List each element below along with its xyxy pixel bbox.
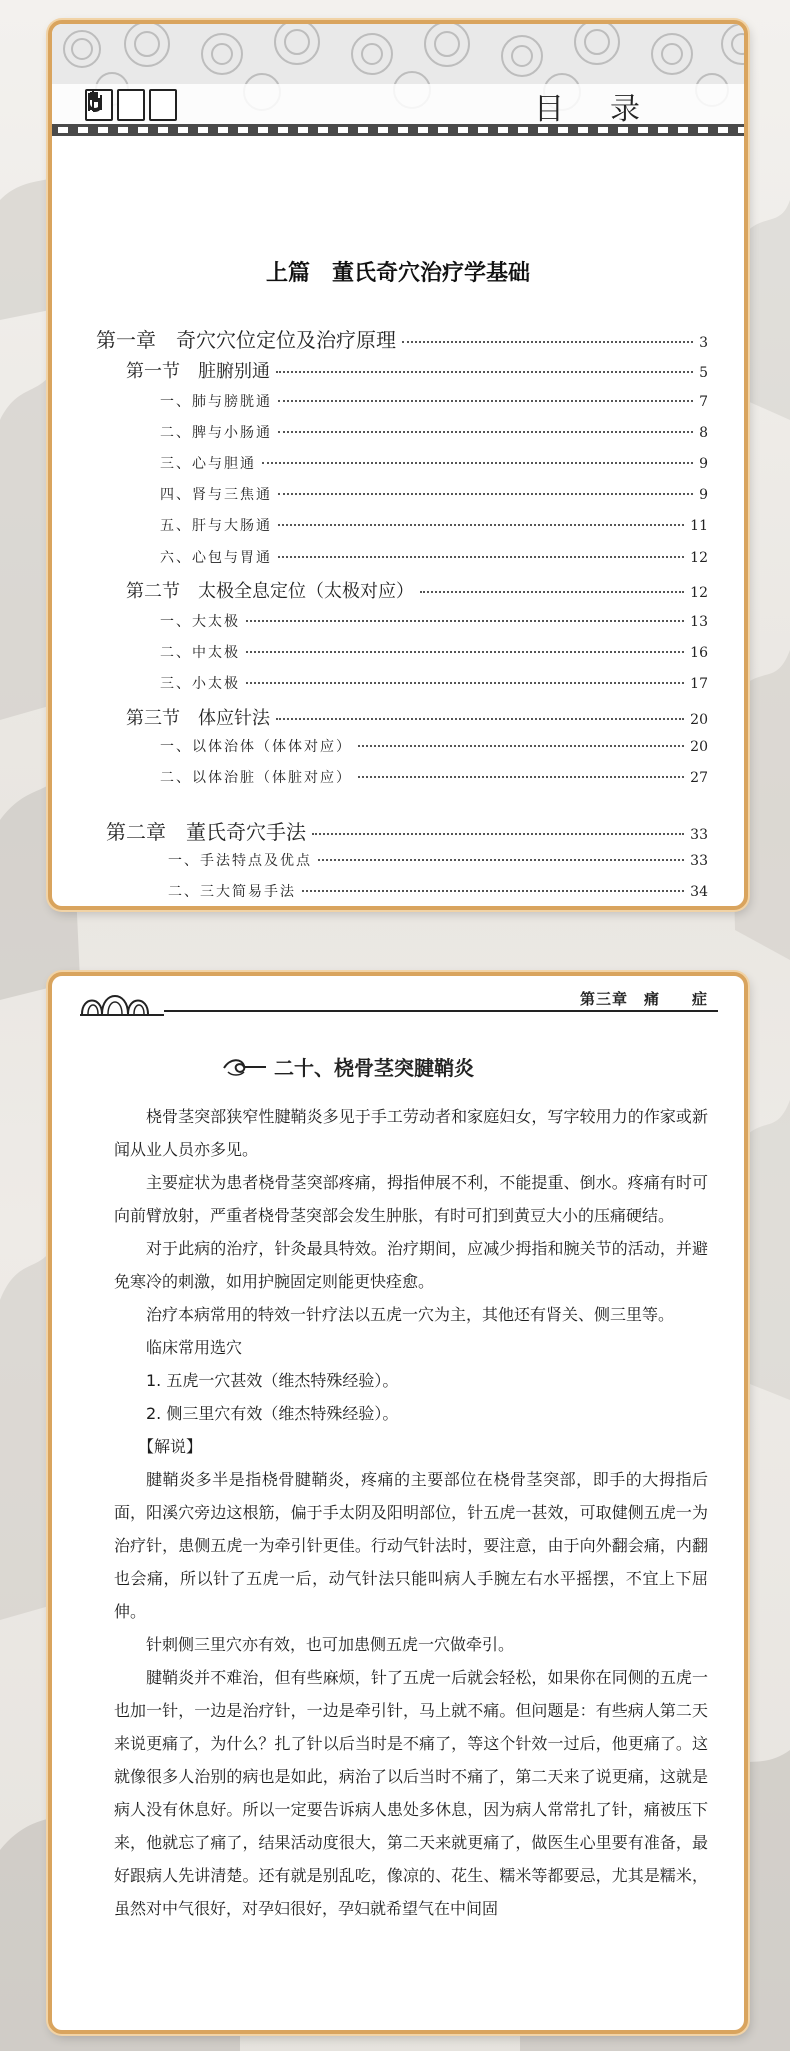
paragraph: 治疗本病常用的特效一针疗法以五虎一穴为主，其他还有肾关、侧三里等。 xyxy=(146,1305,675,1324)
toc-entry-page: 3 xyxy=(699,335,708,351)
leader-dots xyxy=(278,556,684,558)
toc-entry-title: 一、手法特点及优点 xyxy=(168,853,312,869)
body-text xyxy=(114,1100,708,1925)
fist-hand-icon xyxy=(149,89,177,121)
toc-entry-page: 9 xyxy=(699,456,708,472)
leader-dots xyxy=(262,462,693,464)
toc-entry[interactable] xyxy=(160,547,708,567)
toc-entry[interactable] xyxy=(126,357,708,383)
toc-entry-title: 三、小太极 xyxy=(160,676,240,692)
toc-entry[interactable] xyxy=(168,850,708,870)
section-title-text: 二十、桡骨茎突腱鞘炎 xyxy=(274,1056,474,1080)
toc-entry-title: 二、三大简易手法 xyxy=(168,884,296,900)
pointing-hand-icon xyxy=(117,89,145,121)
toc-entry-page: 16 xyxy=(690,645,708,661)
leader-dots xyxy=(312,833,684,835)
leader-dots xyxy=(302,890,684,892)
toc-card xyxy=(48,20,748,910)
toc-entry-page: 20 xyxy=(690,739,708,755)
paragraph: 对于此病的治疗，针灸最具特效。治疗期间，应减少拇指和腕关节的活动，并避免寒冷的刺激，如用护腕固定则能更快痊愈。 xyxy=(114,1239,708,1291)
toc-entry-page: 34 xyxy=(690,884,708,900)
toc-entry-title: 第一章 奇穴穴位定位及治疗原理 xyxy=(96,328,396,352)
list-item: 2. 侧三里穴有效（维杰特殊经验）。 xyxy=(146,1404,399,1423)
toc-entry[interactable] xyxy=(160,673,708,693)
toc-header-title: 目录 xyxy=(534,92,686,127)
toc-entry-title: 二、以体治脏（体脏对应） xyxy=(160,770,352,786)
toc-entry-page: 12 xyxy=(690,585,708,601)
toc-entry-page: 33 xyxy=(690,853,708,869)
paragraph: 桡骨茎突部狭窄性腱鞘炎多见于手工劳动者和家庭妇女，写字较用力的作家或新闻从业人员亦多见。 xyxy=(114,1107,708,1159)
toc-entry[interactable] xyxy=(160,453,708,473)
leader-dots xyxy=(402,341,693,343)
header-rule xyxy=(164,1010,718,1012)
body-page-card xyxy=(48,972,748,2034)
section-title xyxy=(222,1052,474,1081)
toc-entry-title: 一、大太极 xyxy=(160,614,240,630)
running-header xyxy=(52,976,744,1024)
leader-dots xyxy=(278,524,684,526)
toc-entry-page: 9 xyxy=(699,487,708,503)
leader-dots xyxy=(358,745,684,747)
toc-entry-page: 17 xyxy=(690,676,708,692)
toc-entry[interactable] xyxy=(106,816,708,845)
leader-dots xyxy=(278,400,693,402)
cloud-swirl-icon xyxy=(222,1056,268,1078)
toc-entry[interactable] xyxy=(160,515,708,535)
toc-entry-page: 33 xyxy=(690,827,708,843)
toc-entry-title: 一、肺与膀胱通 xyxy=(160,394,272,410)
toc-entry[interactable] xyxy=(160,736,708,756)
leader-dots xyxy=(420,591,684,593)
toc-entry-page: 12 xyxy=(690,550,708,566)
toc-entry[interactable] xyxy=(160,642,708,662)
toc-entry-title: 第二节 太极全息定位（太极对应） xyxy=(126,581,414,602)
toc-entry-page: 8 xyxy=(699,425,708,441)
wave-ornament-icon xyxy=(80,982,164,1016)
part-title: 上篇 董氏奇穴治疗学基础 xyxy=(265,261,530,286)
running-head-text: 第三章 痛 症 xyxy=(579,990,708,1008)
toc-entry-page: 20 xyxy=(690,712,708,728)
leader-dots xyxy=(276,371,693,373)
toc-entry[interactable] xyxy=(160,611,708,631)
toc-entry-title: 二、脾与小肠通 xyxy=(160,425,272,441)
paragraph: 主要症状为患者桡骨茎突部疼痛，拇指伸展不利，不能提重、倒水。疼痛有时可向前臂放射，严重者桡骨茎突部会发生肿胀，有时可扪到黄豆大小的压痛硬结。 xyxy=(114,1173,708,1225)
toc-entry-page: 27 xyxy=(690,770,708,786)
paragraph: 腱鞘炎并不难治，但有些麻烦，针了五虎一后就会轻松，如果你在同侧的五虎一也加一针，一边是治疗针，一边是牵引针，马上就不痛。但问题是：有些病人第二天来说更痛了，为什么？扎了针以后当时是不痛了，等这个针效一过后，他更痛了。这就像很多人治别的病也是如此，病治了以后当时不痛了，第二天来了说更痛，这就是病人没有休息好。所以一定要告诉病人患处多休息，因为病人常常扎了针，痛被压下来，他就忘了痛了，结果活动度很大，第二天来就更痛了，做医生心里要有准备，最好跟病人先讲清楚。还有就是别乱吃，像凉的、花生、糯米等都要忌，尤其是糯米，虽然对中气很好，对孕妇很好，孕妇就希望气在中间固 xyxy=(114,1668,708,1918)
toc-entry[interactable] xyxy=(126,577,708,603)
toc-entry-title: 三、心与胆通 xyxy=(160,456,256,472)
leader-dots xyxy=(246,651,684,653)
toc-entry-page: 13 xyxy=(690,614,708,630)
toc-entry[interactable] xyxy=(160,767,708,787)
leader-dots xyxy=(276,718,684,720)
toc-entry-page: 5 xyxy=(699,365,708,381)
list-item: 1. 五虎一穴甚效（维杰特殊经验）。 xyxy=(146,1371,399,1390)
toc-entry[interactable] xyxy=(96,324,708,353)
toc-entry-title: 第二章 董氏奇穴手法 xyxy=(106,820,306,844)
toc-entry[interactable] xyxy=(168,881,708,901)
toc-entry[interactable] xyxy=(160,484,708,504)
toc-entry-title: 五、肝与大肠通 xyxy=(160,518,272,534)
paragraph: 腱鞘炎多半是指桡骨腱鞘炎，疼痛的主要部位在桡骨茎突部，即手的大拇指后面，阳溪穴旁边这根筋，偏于手太阴及阳明部位，针五虎一甚效，可取健侧五虎一为治疗针，患侧五虎一为牵引针更佳。行动气针法时，要注意，由于向外翻会痛，内翻也会痛，所以针了五虎一后，动气针法只能叫病人手腕左右水平摇摆，不宜上下屈伸。 xyxy=(114,1470,708,1621)
toc-entry-title: 四、肾与三焦通 xyxy=(160,487,272,503)
toc-entry-page: 11 xyxy=(690,518,708,534)
toc-entry-title: 第一节 脏腑别通 xyxy=(126,361,270,382)
toc-entry-title: 一、以体治体（体体对应） xyxy=(160,739,352,755)
leader-dots xyxy=(318,859,684,861)
toc-entry[interactable] xyxy=(160,422,708,442)
leader-dots xyxy=(246,682,684,684)
leader-dots xyxy=(246,620,684,622)
toc-entry-title: 第三节 体应针法 xyxy=(126,708,270,729)
leader-dots xyxy=(358,776,684,778)
paragraph: 针刺侧三里穴亦有效，也可加患侧五虎一穴做牵引。 xyxy=(146,1635,515,1654)
toc-entry[interactable] xyxy=(126,704,708,730)
toc-header-banner xyxy=(52,24,744,149)
hand-gesture-icons xyxy=(85,89,177,121)
toc-entry-title: 二、中太极 xyxy=(160,645,240,661)
toc-entry-page: 7 xyxy=(699,394,708,410)
toc-entry-title: 六、心包与胃通 xyxy=(160,550,272,566)
subheading: 临床常用选穴 xyxy=(146,1338,243,1357)
toc-entry[interactable] xyxy=(160,391,708,411)
leader-dots xyxy=(278,431,693,433)
explanation-label: 【解说】 xyxy=(138,1437,203,1456)
leader-dots xyxy=(278,493,693,495)
